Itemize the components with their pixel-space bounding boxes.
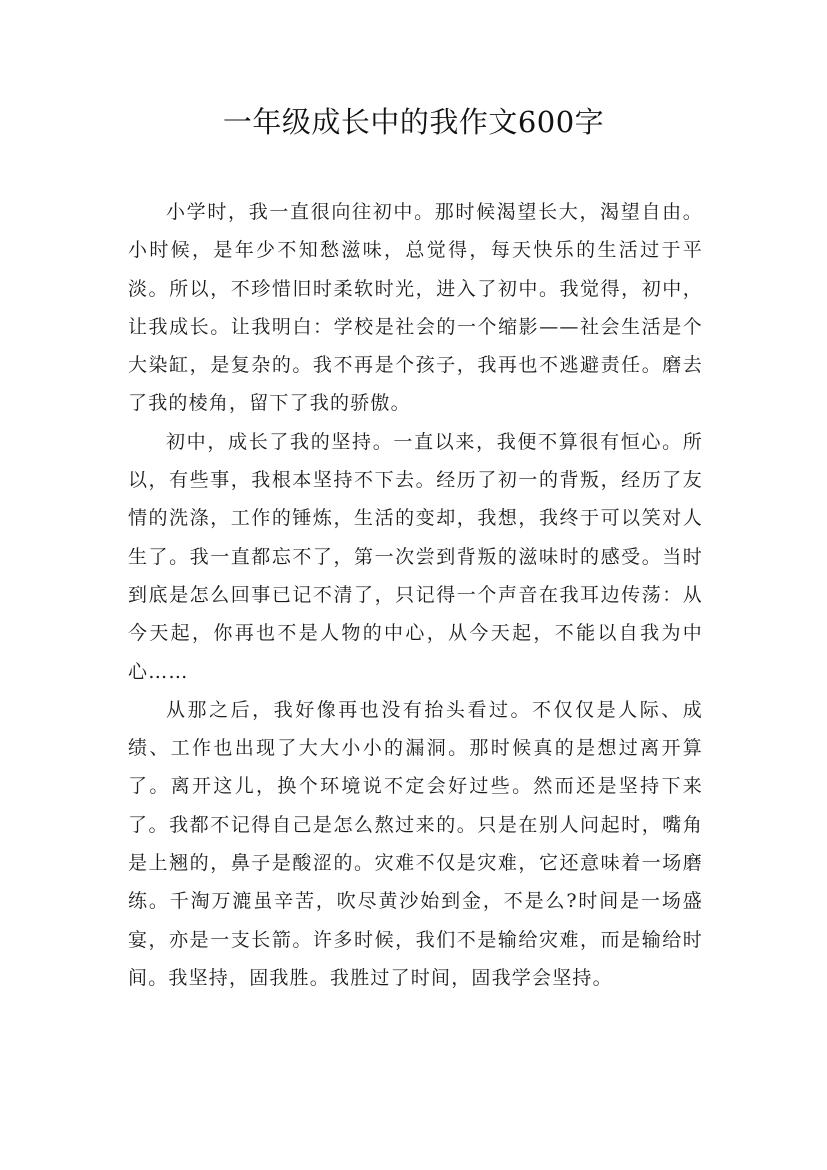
paragraph-2: 初中，成长了我的坚持。一直以来，我便不算很有恒心。所以，有些事，我根本坚持不下去。经历了初一的背叛，经历了友情的洗涤，工作的锤炼，生活的变却，我想，我终于可以笑对人生了。我一直都忘不了，第一次尝到背叛的滋味时的感受。当时到底是怎么回事已记不清了，只记得一个声音在我耳边传荡：从今天起，你再也不是人物的中心，从今天起，不能以自我为中心…… xyxy=(128,430,703,683)
document-body xyxy=(128,193,703,997)
document-title: 一年级成长中的我作文600字 xyxy=(222,105,605,139)
paragraph-1: 小学时，我一直很向往初中。那时候渴望长大，渴望自由。小时候，是年少不知愁滋味，总觉得，每天快乐的生活过于平淡。所以，不珍惜旧时柔软时光，进入了初中。我觉得，初中，让我成长。让我明白：学校是社会的一个缩影——社会生活是个大染缸，是复杂的。我不再是个孩子，我再也不逃避责任。磨去了我的棱角，留下了我的骄傲。 xyxy=(128,201,703,415)
paragraph-3: 从那之后，我好像再也没有抬头看过。不仅仅是人际、成绩、工作也出现了大大小小的漏洞。那时候真的是想过离开算了。离开这儿，换个环境说不定会好过些。然而还是坚持下来了。我都不记得自己是怎么熬过来的。只是在别人问起时，嘴角是上翘的，鼻子是酸涩的。灾难不仅是灾难，它还意味着一场磨练。千淘万漉虽辛苦，吹尽黄沙始到金，不是么?时间是一场盛宴，亦是一支长箭。许多时候，我们不是输给灾难，而是输给时间。我坚持，固我胜。我胜过了时间，固我学会坚持。 xyxy=(128,698,703,989)
